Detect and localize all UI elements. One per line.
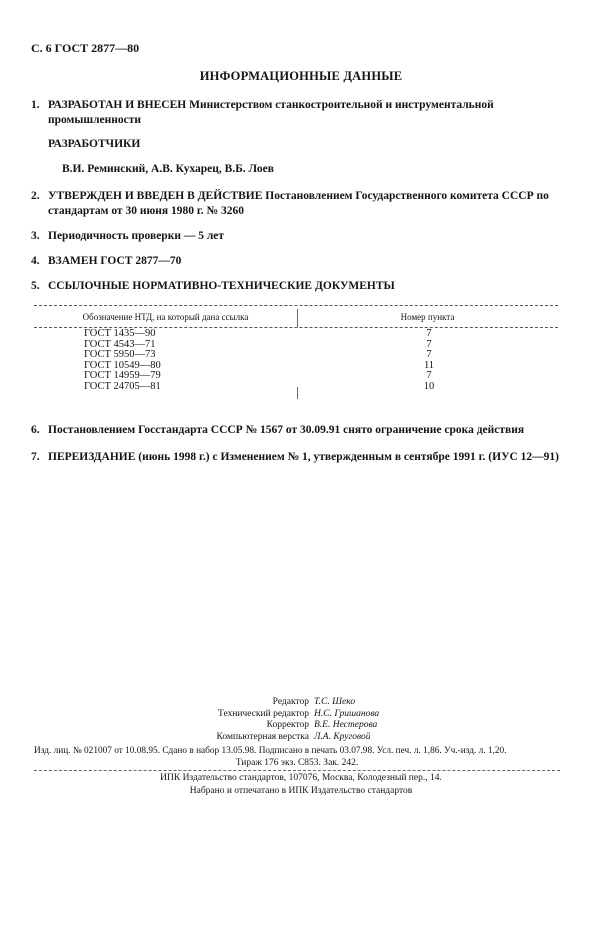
printer-info: Набрано и отпечатано в ИПК Издательство стандартов [189, 786, 413, 796]
table-doc-column [84, 329, 161, 392]
table-cell-doc: ГОСТ 4543—71 [84, 338, 156, 350]
page-title: ИНФОРМАЦИОННЫЕ ДАННЫЕ [199, 69, 403, 83]
credit-name: Т.С. Шеко [314, 697, 356, 707]
table-header-doc: Обозначение НТД, на который дана ссылка [82, 312, 249, 322]
item-text: ПЕРЕИЗДАНИЕ (июнь 1998 г.) с Изменением № 1, утвержденным в сентябре 1991 г. (ИУС 12—91) [48, 451, 560, 463]
page-header: С. 6 ГОСТ 2877—80 [31, 41, 140, 55]
table-cell-item: 11 [423, 359, 435, 371]
credit-name: Н.С. Гришанова [314, 708, 380, 719]
table-cell-item: 7 [426, 328, 432, 339]
item-text: УТВЕРЖДЕН И ВВЕДЕН В ДЕЙСТВИЕ Постановлением Государственного комитета СССР по стандартам от 30 июня 1980 г. № 3260 [48, 190, 549, 217]
table-item-column [414, 329, 444, 392]
table-cell-doc: ГОСТ 10549—80 [84, 359, 161, 371]
item-number: 6. [31, 424, 40, 436]
credit-label: Корректор [266, 720, 309, 730]
publication-divider [34, 770, 560, 771]
publication-info [34, 745, 560, 769]
table-cell-doc: ГОСТ 5950—73 [84, 349, 156, 360]
item-number: 7. [31, 451, 40, 463]
item-text: ССЫЛОЧНЫЕ НОРМАТИВНО-ТЕХНИЧЕСКИЕ ДОКУМЕНТЫ [48, 280, 395, 292]
table-cell-item: 10 [423, 380, 435, 392]
item-text: Постановлением Госстандарта СССР № 1567 от 30.09.91 снято ограничение срока действия [48, 424, 525, 436]
publication-line-2: Тираж 176 экз. С853. Зак. 242. [235, 758, 359, 768]
table-column-divider-bottom [297, 387, 298, 399]
item-number: 4. [31, 255, 40, 267]
item-text: Периодичность проверки — 5 лет [48, 230, 225, 242]
item-number: 2. [31, 190, 40, 202]
table-cell-doc: ГОСТ 24705—81 [84, 380, 161, 392]
developers-label: РАЗРАБОТЧИКИ [48, 138, 141, 150]
table-header-item: Номер пункта [400, 312, 455, 322]
item-text: РАЗРАБОТАН И ВНЕСЕН Министерством станкостроительной и инструментальной промышленности [48, 99, 494, 126]
table-cell-item: 7 [426, 338, 432, 350]
credit-label: Компьютерная верстка [216, 731, 309, 742]
item-text: ВЗАМЕН ГОСТ 2877—70 [48, 255, 182, 267]
item-number: 3. [31, 230, 40, 242]
developers-names: В.И. Реминский, А.В. Кухарец, В.Б. Лоев [62, 163, 274, 175]
publication-line-1: Изд. лиц. № 021007 от 10.08.95. Сдано в набор 13.05.98. Подписано в печать 03.07.98. Усл. печ. л. 1,86. Уч.-изд. л. 1,20. [34, 746, 507, 756]
table-cell-item: 7 [426, 370, 432, 381]
credit-name: Л.А. Круговой [314, 731, 371, 742]
table-top-rule [34, 305, 558, 306]
credit-label: Технический редактор [218, 708, 309, 719]
table-cell-item: 7 [426, 349, 432, 360]
table-cell-doc: ГОСТ 14959—79 [84, 370, 161, 381]
publisher-address: ИПК Издательство стандартов, 107076, Москва, Колодезный пер., 14. [160, 773, 442, 783]
table-column-divider [297, 309, 298, 327]
table-cell-doc: ГОСТ 1435—90 [84, 328, 156, 339]
credit-label: Редактор [272, 697, 309, 707]
item-number: 1. [31, 99, 40, 111]
references-table [34, 303, 558, 403]
item-number: 5. [31, 280, 40, 292]
credit-name: В.Е. Нестерова [314, 720, 378, 730]
